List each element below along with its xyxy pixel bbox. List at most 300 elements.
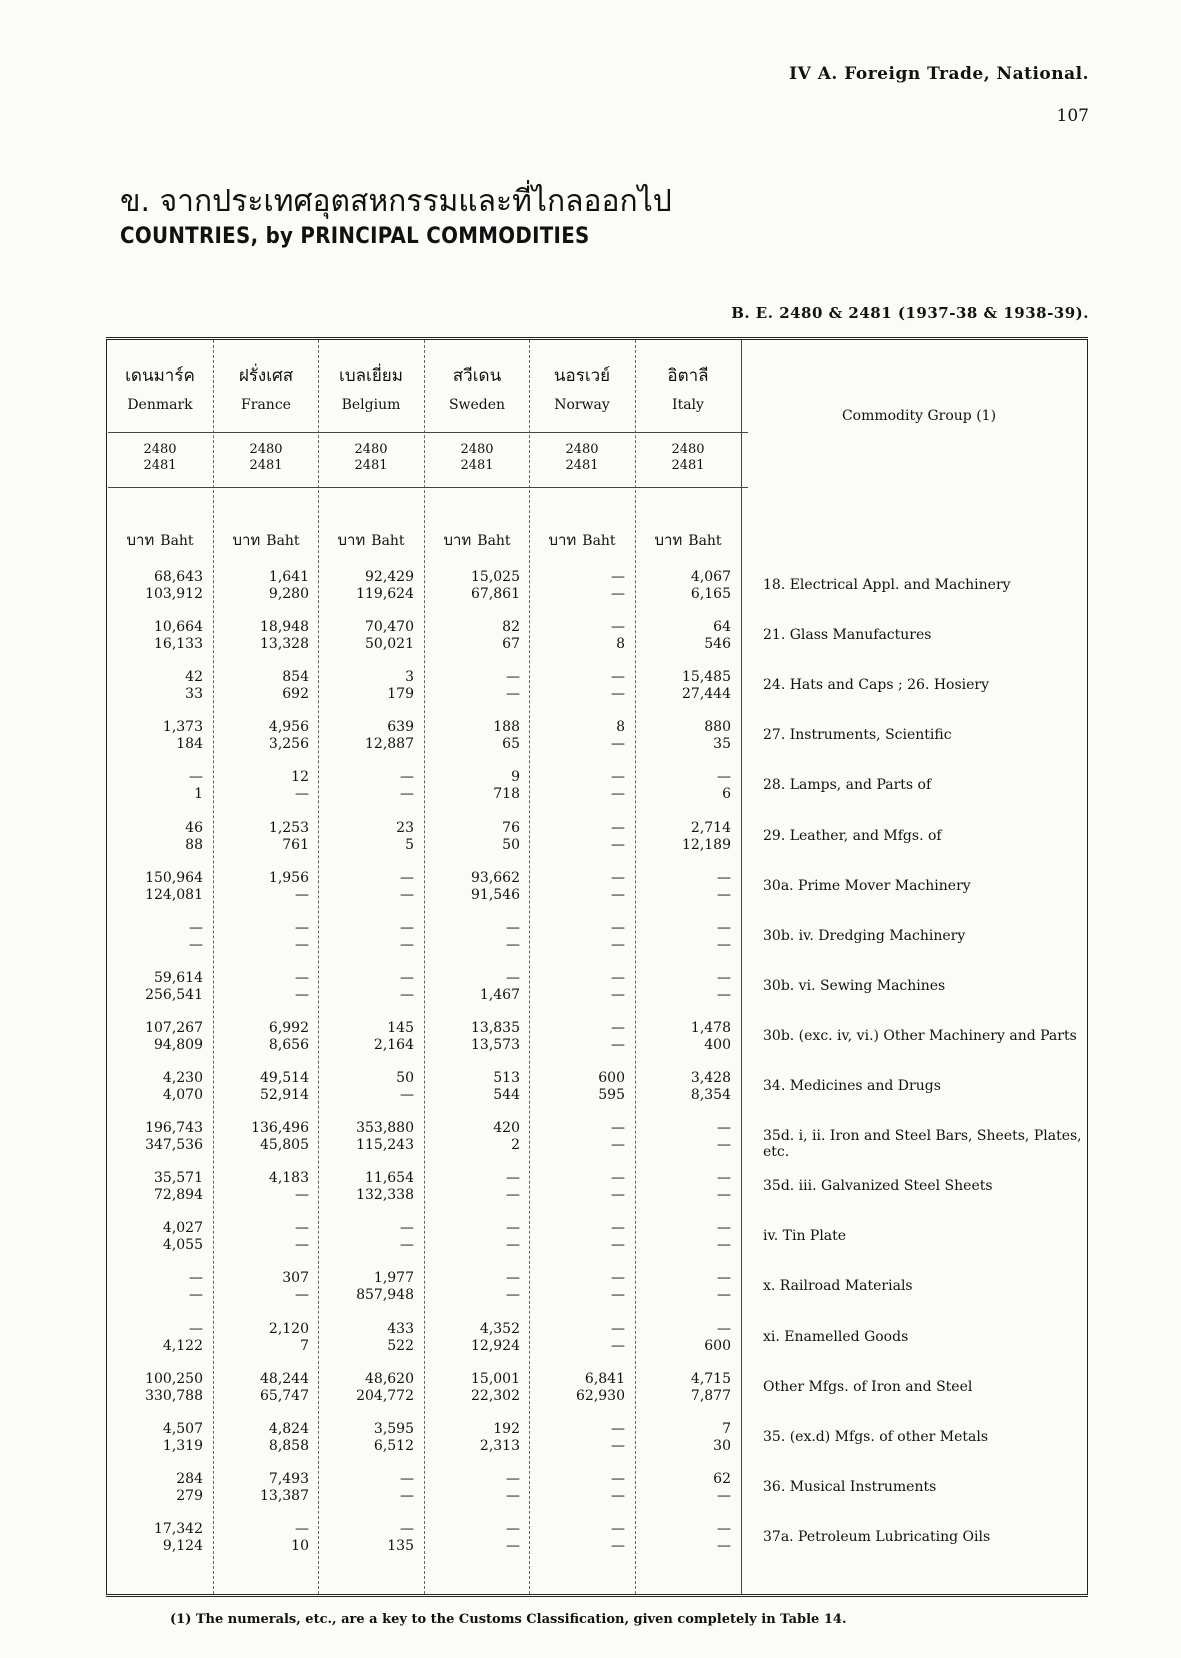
value-2481: 3,256: [268, 736, 309, 753]
commodity-label: x. Railroad Materials: [763, 1278, 913, 1295]
unit-thai: บาท: [337, 531, 366, 549]
value-2480: —: [611, 1470, 625, 1487]
value-2480: 854: [282, 669, 309, 686]
value-2480: —: [717, 1320, 731, 1337]
value-2481: 8: [616, 636, 625, 653]
country-header-italy: [636, 362, 740, 413]
value-2480: 18,948: [260, 619, 309, 636]
commodity-label: 36. Musical Instruments: [763, 1478, 937, 1495]
value-2481: —: [400, 936, 414, 953]
unit-en: Baht: [266, 533, 300, 549]
value-2480: —: [611, 919, 625, 936]
value-2480: 284: [176, 1470, 203, 1487]
value-2481: 692: [282, 686, 309, 703]
commodity-label: 37a. Petroleum Lubricating Oils: [763, 1528, 991, 1545]
value-2480: 46: [185, 819, 203, 836]
table-cell: [117, 1521, 203, 1555]
value-2481: 67,861: [471, 586, 520, 602]
year-labels: [108, 442, 212, 474]
value-2480: —: [611, 1270, 625, 1287]
commodity-label: 28. Lamps, and Parts of: [763, 777, 932, 794]
value-2481: 4,070: [162, 1087, 203, 1103]
value-2481: —: [717, 986, 731, 1003]
table-cell: [328, 970, 414, 1004]
commodity-label: 30b. (exc. iv, vi.) Other Machinery and Parts: [763, 1027, 1077, 1044]
table-cell: [645, 1120, 731, 1154]
value-2481: 6,512: [373, 1437, 414, 1454]
value-2480: 1,373: [162, 719, 203, 736]
value-2481: 52,914: [260, 1087, 309, 1103]
year-1: 2480: [671, 442, 705, 457]
value-2480: —: [611, 769, 625, 786]
table-cell: [539, 1471, 625, 1505]
value-2480: 3: [405, 669, 414, 686]
country-header-belgium: [319, 362, 423, 413]
value-2481: —: [400, 1237, 414, 1254]
value-2481: 8,656: [268, 1036, 309, 1053]
table-cell: [223, 1070, 309, 1104]
footnote: (1) The numerals, etc., are a key to the Customs Classification, given completely in Table 14.: [170, 1612, 847, 1627]
table-cell: [434, 719, 520, 753]
page-number: 107: [1056, 106, 1089, 126]
value-2480: 1,956: [268, 869, 309, 886]
table-cell: [328, 1371, 414, 1405]
table-cell: [645, 820, 731, 854]
table-cell: [539, 1521, 625, 1555]
commodity-label: 30b. vi. Sewing Machines: [763, 977, 946, 994]
year-1: 2480: [249, 442, 283, 457]
table-cell: [117, 920, 203, 954]
year-2: 2481: [565, 458, 599, 473]
value-2480: 64: [713, 619, 731, 636]
value-2481: 62,930: [576, 1387, 625, 1404]
table-cell: [328, 619, 414, 653]
value-2481: 94,809: [154, 1036, 203, 1053]
year-2: 2481: [671, 458, 705, 473]
year-2: 2481: [460, 458, 494, 473]
commodity-label: 27. Instruments, Scientific: [763, 727, 952, 744]
table-cell: [645, 719, 731, 753]
value-2480: 4,956: [268, 719, 309, 736]
column-separator: [741, 340, 742, 1594]
value-2480: —: [611, 1170, 625, 1187]
table-cell: [328, 1070, 414, 1104]
table-cell: [539, 1371, 625, 1405]
table-cell: [223, 619, 309, 653]
country-en: Denmark: [127, 397, 193, 413]
value-2481: —: [295, 1237, 309, 1254]
table-cell: [223, 920, 309, 954]
commodity-label: 30b. iv. Dredging Machinery: [763, 927, 966, 944]
table-cell: [539, 619, 625, 653]
commodity-label: 18. Electrical Appl. and Machinery: [763, 577, 1011, 593]
value-2480: —: [506, 1220, 520, 1237]
value-2481: 72,894: [154, 1187, 203, 1204]
value-2480: —: [400, 869, 414, 886]
unit-thai: บาท: [443, 531, 472, 549]
table-cell: [434, 769, 520, 803]
value-2481: 88: [185, 836, 203, 853]
table-cell: [223, 769, 309, 803]
value-2480: —: [295, 969, 309, 986]
value-2480: 4,067: [690, 569, 731, 585]
table-cell: [434, 1220, 520, 1254]
value-2480: 68,643: [154, 569, 203, 585]
value-2481: 132,338: [356, 1187, 414, 1204]
value-2481: —: [611, 1437, 625, 1454]
value-2480: —: [717, 1120, 731, 1137]
value-2480: —: [717, 919, 731, 936]
year-labels: [530, 442, 634, 474]
value-2480: 82: [502, 619, 520, 636]
table-cell: [328, 1270, 414, 1304]
table-cell: [223, 1220, 309, 1254]
table-cell: [328, 719, 414, 753]
value-2481: —: [611, 1187, 625, 1204]
unit-thai: บาท: [232, 531, 261, 549]
value-2480: 513: [493, 1070, 520, 1086]
table-cell: [328, 1020, 414, 1054]
table-cell: [539, 1421, 625, 1455]
table-cell: [223, 669, 309, 703]
value-2481: —: [611, 1137, 625, 1154]
unit-en: Baht: [371, 533, 405, 549]
value-2481: 279: [176, 1487, 203, 1504]
table-cell: [539, 769, 625, 803]
unit-thai: บาท: [126, 531, 155, 549]
value-2481: 12,189: [682, 836, 731, 853]
table-cell: [223, 1170, 309, 1204]
value-2481: 50,021: [365, 636, 414, 653]
table-cell: [117, 1270, 203, 1304]
value-2480: 4,715: [690, 1370, 731, 1387]
unit-label: [425, 528, 529, 552]
value-2480: —: [611, 1019, 625, 1036]
value-2481: —: [506, 936, 520, 953]
table-cell: [434, 1521, 520, 1555]
value-2480: 100,250: [145, 1370, 203, 1387]
value-2481: 9,280: [268, 586, 309, 602]
table-cell: [645, 920, 731, 954]
value-2480: —: [400, 1470, 414, 1487]
value-2480: 49,514: [260, 1070, 309, 1086]
table-cell: [117, 669, 203, 703]
table-cell: [645, 1471, 731, 1505]
table-cell: [434, 1270, 520, 1304]
commodity-label: 30a. Prime Mover Machinery: [763, 877, 971, 894]
table-cell: [328, 870, 414, 904]
value-2480: 1,253: [268, 819, 309, 836]
value-2481: 8,354: [690, 1087, 731, 1103]
table-cell: [434, 920, 520, 954]
table-cell: [223, 1020, 309, 1054]
country-header-denmark: [108, 362, 212, 413]
value-2480: —: [611, 1520, 625, 1537]
year-1: 2480: [143, 442, 177, 457]
country-thai: เบลเยี่ยม: [339, 366, 403, 386]
value-2481: 857,948: [356, 1287, 414, 1304]
value-2481: —: [611, 936, 625, 953]
table-cell: [434, 669, 520, 703]
value-2480: 7,493: [268, 1470, 309, 1487]
value-2481: 595: [598, 1087, 625, 1103]
value-2481: 12,924: [471, 1337, 520, 1354]
table-cell: [328, 669, 414, 703]
value-2480: 1,641: [268, 569, 309, 585]
value-2481: 1,467: [479, 986, 520, 1003]
value-2481: 2,164: [373, 1036, 414, 1053]
value-2480: 93,662: [471, 869, 520, 886]
value-2480: 196,743: [145, 1120, 203, 1137]
value-2481: 9,124: [162, 1537, 203, 1554]
table-cell: [117, 820, 203, 854]
table-cell: [328, 820, 414, 854]
value-2480: —: [295, 919, 309, 936]
value-2480: 76: [502, 819, 520, 836]
value-2481: —: [611, 886, 625, 903]
table-cell: [328, 769, 414, 803]
commodity-label: iv. Tin Plate: [763, 1228, 847, 1245]
value-2481: 6,165: [690, 586, 731, 602]
year-1: 2480: [565, 442, 599, 457]
table-cell: [117, 1170, 203, 1204]
value-2481: —: [400, 786, 414, 803]
value-2480: —: [717, 869, 731, 886]
table-cell: [223, 1521, 309, 1555]
value-2480: 1,478: [690, 1019, 731, 1036]
value-2480: —: [189, 769, 203, 786]
table-cell: [645, 769, 731, 803]
value-2481: —: [717, 1487, 731, 1504]
table-cell: [434, 820, 520, 854]
table-cell: [539, 820, 625, 854]
value-2481: 30: [713, 1437, 731, 1454]
value-2480: 17,342: [154, 1520, 203, 1537]
value-2480: 4,230: [162, 1070, 203, 1086]
value-2481: —: [295, 936, 309, 953]
value-2481: 8,858: [268, 1437, 309, 1454]
table-cell: [223, 1471, 309, 1505]
value-2481: 2: [511, 1137, 520, 1154]
value-2480: 307: [282, 1270, 309, 1287]
country-thai: สวีเดน: [452, 366, 502, 386]
table-cell: [645, 970, 731, 1004]
commodity-label: 29. Leather, and Mfgs. of: [763, 827, 942, 844]
value-2480: —: [717, 769, 731, 786]
unit-label: [214, 528, 318, 552]
country-en: Italy: [672, 397, 704, 413]
table-cell: [539, 719, 625, 753]
value-2481: 7: [300, 1337, 309, 1354]
value-2481: 256,541: [145, 986, 203, 1003]
table-cell: [328, 1521, 414, 1555]
commodity-header: Commodity Group (1): [841, 408, 997, 424]
value-2480: —: [400, 919, 414, 936]
year-labels: [425, 442, 529, 474]
table-cell: [539, 970, 625, 1004]
value-2481: —: [506, 686, 520, 703]
value-2481: 6: [722, 786, 731, 803]
value-2480: —: [400, 1520, 414, 1537]
table-cell: [434, 619, 520, 653]
value-2480: —: [717, 1520, 731, 1537]
value-2481: 400: [704, 1036, 731, 1053]
value-2481: 13,328: [260, 636, 309, 653]
value-2481: —: [717, 1537, 731, 1554]
commodity-label: 35d. i, ii. Iron and Steel Bars, Sheets, Plates, etc.: [763, 1128, 1082, 1161]
value-2481: 184: [176, 736, 203, 753]
table-cell: [645, 1170, 731, 1204]
header-rule: [108, 487, 748, 488]
value-2480: —: [611, 969, 625, 986]
table-cell: [434, 970, 520, 1004]
value-2481: 135: [387, 1537, 414, 1554]
table-cell: [117, 970, 203, 1004]
commodity-label: 35d. iii. Galvanized Steel Sheets: [763, 1178, 993, 1195]
value-2481: —: [611, 1036, 625, 1053]
value-2480: 10,664: [154, 619, 203, 636]
value-2480: 13,835: [471, 1019, 520, 1036]
country-en: Belgium: [341, 397, 401, 413]
value-2481: —: [506, 1237, 520, 1254]
table-cell: [117, 870, 203, 904]
value-2481: 1,319: [162, 1437, 203, 1454]
value-2481: 65,747: [260, 1387, 309, 1404]
unit-label: [636, 528, 740, 552]
value-2480: —: [506, 669, 520, 686]
value-2480: 6,992: [268, 1019, 309, 1036]
table-cell: [223, 719, 309, 753]
title-english: COUNTRIES, by PRINCIPAL COMMODITIES: [120, 224, 590, 249]
section-header: IV A. Foreign Trade, National.: [789, 64, 1089, 84]
value-2481: 1: [194, 786, 203, 803]
table-cell: [645, 1070, 731, 1104]
value-2481: —: [611, 1287, 625, 1304]
unit-en: Baht: [160, 533, 194, 549]
value-2480: 3,428: [690, 1070, 731, 1086]
unit-thai: บาท: [548, 531, 577, 549]
value-2480: 48,620: [365, 1370, 414, 1387]
value-2480: 48,244: [260, 1370, 309, 1387]
value-2480: —: [506, 969, 520, 986]
value-2481: —: [611, 836, 625, 853]
value-2480: —: [295, 1520, 309, 1537]
table-cell: [117, 1471, 203, 1505]
value-2480: 2,120: [268, 1320, 309, 1337]
value-2480: —: [189, 1270, 203, 1287]
value-2480: —: [717, 969, 731, 986]
commodity-label: 21. Glass Manufactures: [763, 627, 932, 644]
value-2480: 145: [387, 1019, 414, 1036]
value-2480: 353,880: [356, 1120, 414, 1137]
value-2481: 50: [502, 836, 520, 853]
table-cell: [645, 619, 731, 653]
value-2480: 15,485: [682, 669, 731, 686]
value-2480: —: [717, 1170, 731, 1187]
table-cell: [645, 1020, 731, 1054]
value-2481: 4,122: [162, 1337, 203, 1354]
value-2480: —: [295, 1220, 309, 1237]
value-2480: 880: [704, 719, 731, 736]
value-2481: 27,444: [682, 686, 731, 703]
table-cell: [645, 1321, 731, 1355]
table-cell: [117, 719, 203, 753]
value-2481: —: [611, 986, 625, 1003]
value-2480: 4,824: [268, 1420, 309, 1437]
value-2481: 204,772: [356, 1387, 414, 1404]
value-2481: 12,887: [365, 736, 414, 753]
value-2481: 718: [493, 786, 520, 803]
value-2481: 35: [713, 736, 731, 753]
value-2481: —: [717, 1237, 731, 1254]
table-cell: [328, 1220, 414, 1254]
value-2481: —: [717, 936, 731, 953]
value-2480: 8: [616, 719, 625, 736]
value-2480: 4,352: [479, 1320, 520, 1337]
value-2480: 92,429: [365, 569, 414, 585]
table-cell: [539, 1170, 625, 1204]
value-2481: 546: [704, 636, 731, 653]
table-cell: [117, 619, 203, 653]
value-2481: 600: [704, 1337, 731, 1354]
value-2481: 7,877: [690, 1387, 731, 1404]
country-en: France: [241, 397, 291, 413]
table-cell: [434, 870, 520, 904]
value-2481: —: [506, 1537, 520, 1554]
value-2481: 347,536: [145, 1137, 203, 1154]
value-2481: —: [295, 786, 309, 803]
value-2480: —: [611, 1220, 625, 1237]
table-cell: [539, 1020, 625, 1054]
value-2480: —: [506, 1470, 520, 1487]
value-2480: 11,654: [365, 1170, 414, 1187]
country-en: Sweden: [448, 397, 506, 413]
value-2480: 433: [387, 1320, 414, 1337]
value-2481: 13,387: [260, 1487, 309, 1504]
commodity-label: Other Mfgs. of Iron and Steel: [763, 1378, 973, 1395]
table-cell: [223, 1421, 309, 1455]
table-cell: [539, 1321, 625, 1355]
table-cell: [645, 1371, 731, 1405]
country-thai: เดนมาร์ค: [125, 366, 195, 386]
value-2481: 16,133: [154, 636, 203, 653]
value-2480: —: [611, 1120, 625, 1137]
table-cell: [645, 1220, 731, 1254]
value-2480: —: [400, 769, 414, 786]
value-2480: —: [400, 1220, 414, 1237]
unit-label: [319, 528, 423, 552]
value-2481: —: [506, 1287, 520, 1304]
unit-en: Baht: [688, 533, 722, 549]
value-2480: 15,025: [471, 569, 520, 585]
value-2481: 115,243: [356, 1137, 414, 1154]
value-2480: 4,507: [162, 1420, 203, 1437]
value-2480: 2,714: [690, 819, 731, 836]
year-2: 2481: [143, 458, 177, 473]
table-cell: [223, 970, 309, 1004]
country-thai: อิตาลี: [667, 366, 709, 386]
value-2480: 12: [291, 769, 309, 786]
value-2480: —: [400, 969, 414, 986]
value-2481: —: [400, 1487, 414, 1504]
value-2481: —: [189, 1287, 203, 1304]
value-2481: 33: [185, 686, 203, 703]
value-2480: —: [611, 569, 625, 585]
value-2481: 45,805: [260, 1137, 309, 1154]
table-cell: [645, 1521, 731, 1555]
value-2481: 179: [387, 686, 414, 703]
value-2480: 70,470: [365, 619, 414, 636]
